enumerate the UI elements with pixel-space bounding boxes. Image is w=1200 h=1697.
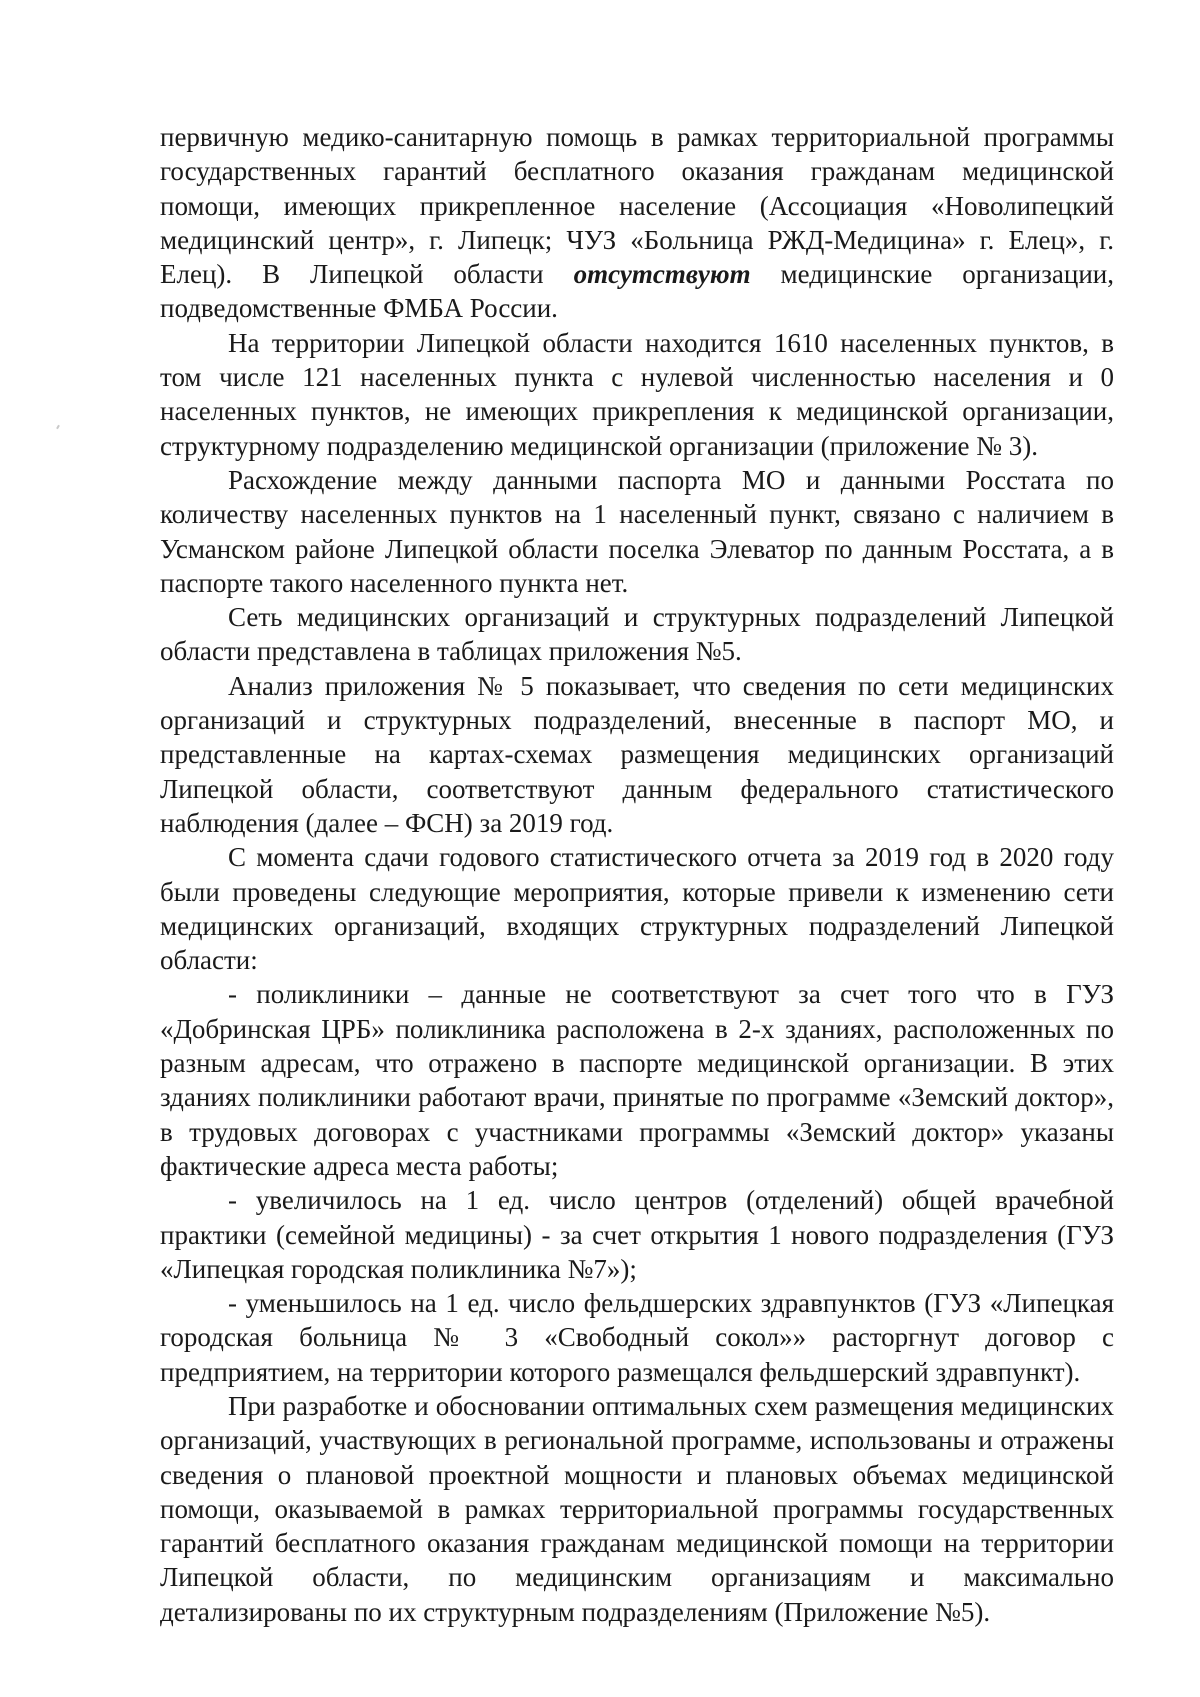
list-item-general-practice: - увеличилось на 1 ед. число центров (отделений) общей врачебной практики (семейной медицины) - за счет открытия 1 нового подразделения (ГУЗ «Липецкая городская поликлиника №7»); bbox=[160, 1185, 1114, 1284]
scan-speck bbox=[56, 425, 60, 429]
paragraph-text: первичную медико-санитарную помощь в рамках территориальной программы государственных гарантий бесплатного оказания гражданам медицинской помощи, имеющих прикрепленное население (Ассоциация «Новолипецкий медицинский центр», г. Липецк; ЧУЗ «Больница РЖД-Медицина» г. Елец», г. Елец). В Липецкой области bbox=[160, 122, 1114, 290]
document-body bbox=[160, 120, 1114, 1629]
list-item-feldsher-points: - уменьшилось на 1 ед. число фельдшерских здравпунктов (ГУЗ «Липецкая городская больница № 3 «Свободный сокол»» расторгнут договор с предприятием, на территории которого размещался фельдшерский здравпункт). bbox=[160, 1288, 1114, 1387]
paragraph-changes-intro: С момента сдачи годового статистического отчета за 2019 год в 2020 году были проведены следующие мероприятия, которые привели к изменению сети медицинских организаций, входящих структурных подразделений Липецкой области: bbox=[160, 842, 1114, 976]
paragraph-network: Сеть медицинских организаций и структурных подразделений Липецкой области представлена в таблицах приложения №5. bbox=[160, 602, 1114, 667]
paragraph-text: медицинские организации, подведомственные ФМБА России. bbox=[160, 259, 1114, 324]
paragraph-continuation bbox=[160, 120, 1114, 326]
paragraph-optimal-schemes: При разработке и обосновании оптимальных схем размещения медицинских организаций, участвующих в региональной программе, использованы и отражены сведения о плановой проектной мощности и плановых объемах медицинской помощи, оказываемой в рамках территориальной программы государственных гарантий бесплатного оказания гражданам медицинской помощи на территории Липецкой области, по медицинским организациям и максимально детализированы по их структурным подразделениям (Приложение №5). bbox=[160, 1390, 1114, 1627]
paragraph-discrepancy: Расхождение между данными паспорта МО и данными Росстата по количеству населенных пунктов на 1 населенный пункт, связано с наличием в Усманском районе Липецкой области поселка Элеватор по данным Росстата, а в паспорте такого населенного пункта нет. bbox=[160, 464, 1114, 598]
paragraph-settlements: На территории Липецкой области находится 1610 населенных пунктов, в том числе 121 населенных пункта с нулевой численностью населения и 0 населенных пунктов, не имеющих прикрепления к медицинской организации, структурному подразделению медицинской организации (приложение № 3). bbox=[160, 327, 1114, 461]
list-item-polyclinics: - поликлиники – данные не соответствуют за счет того что в ГУЗ «Добринская ЦРБ» поликлиника расположена в 2-х зданиях, расположенных по разным адресам, что отражено в паспорте медицинской организации. В этих зданиях поликлиники работают врачи, принятые по программе «Земский доктор», в трудовых договорах с участниками программы «Земский доктор» указаны фактические адреса места работы; bbox=[160, 979, 1114, 1181]
emphasized-word: отсутствуют bbox=[573, 259, 751, 290]
paragraph-analysis: Анализ приложения № 5 показывает, что сведения по сети медицинских организаций и структурных подразделений, внесенные в паспорт МО, и представленные на картах-схемах размещения медицинских организаций Липецкой области, соответствуют данным федерального статистического наблюдения (далее – ФСН) за 2019 год. bbox=[160, 670, 1114, 838]
